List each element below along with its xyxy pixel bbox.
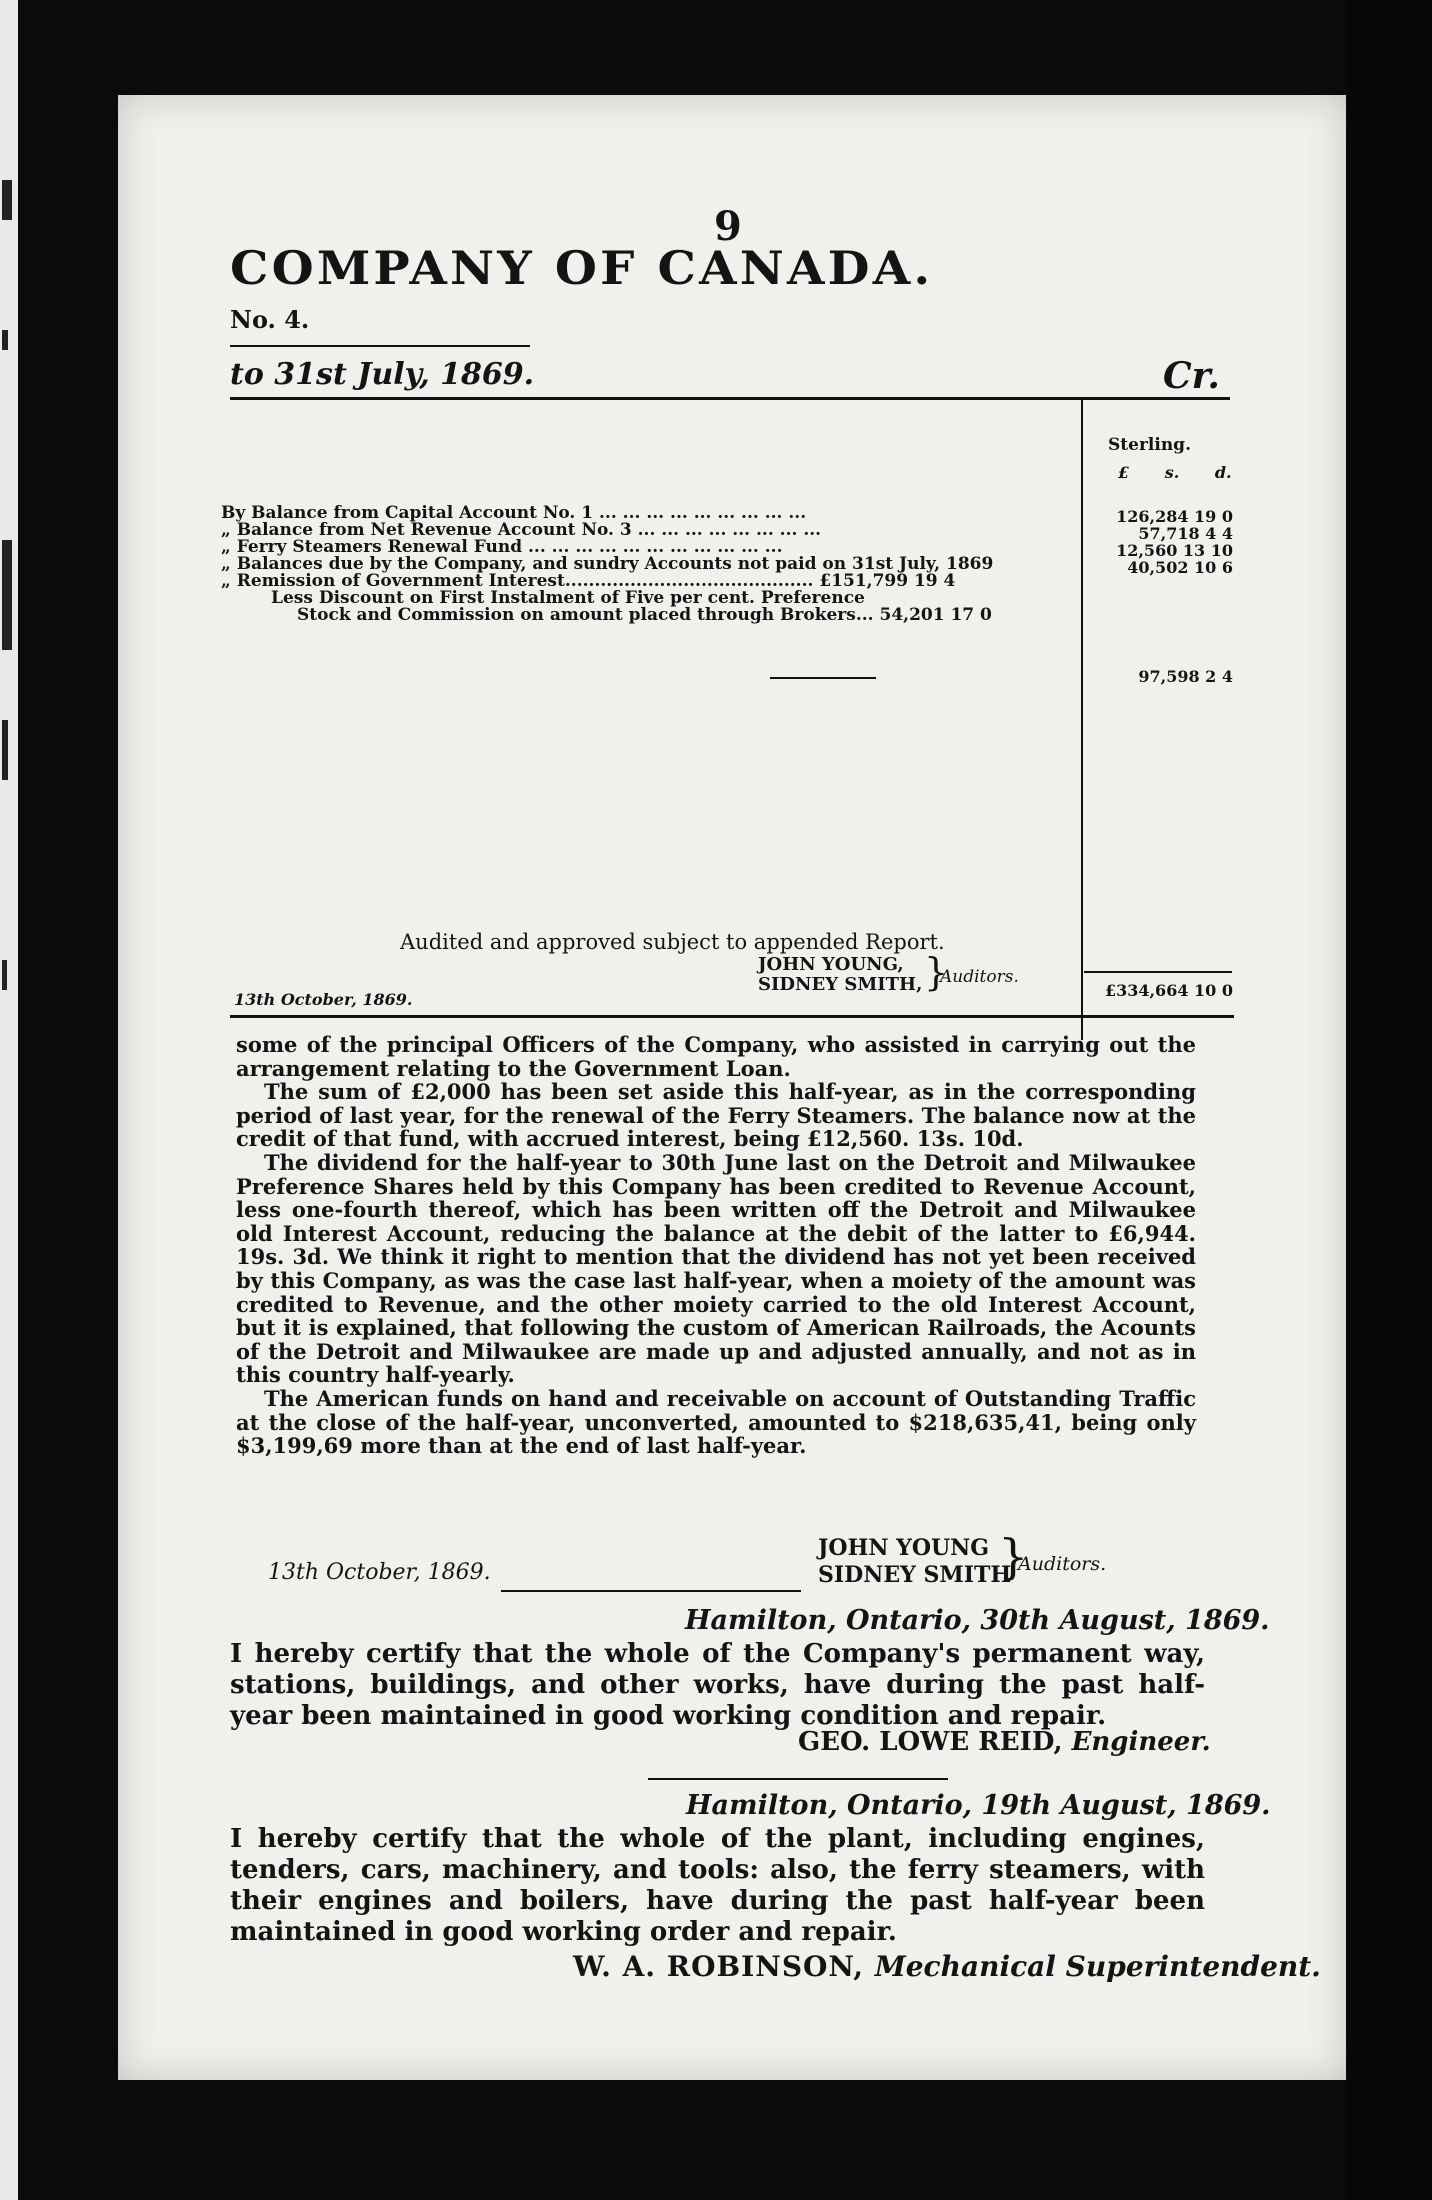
account-number: No. 4. — [230, 305, 310, 334]
column-header-sterling: Sterling. — [1108, 435, 1191, 455]
credit-label: Cr. — [1163, 355, 1220, 397]
document-page — [118, 95, 1346, 2080]
auditors-report — [236, 1033, 1196, 1458]
audit-statement: Audited and approved subject to appended Report. — [400, 930, 945, 954]
signer-name: W. A. ROBINSON, — [573, 1950, 864, 1983]
page-number: 9 — [714, 203, 742, 250]
report-date — [268, 1560, 491, 1585]
signature-rule — [501, 1590, 801, 1592]
brace-glyph: } — [998, 1529, 1029, 1585]
entry-label: „ Balances due by the Company, and sundry Accounts not paid on 31st July, 1869 — [221, 554, 994, 574]
grand-total: £334,664 10 0 — [1104, 981, 1233, 1000]
column-header-units: £ s. d. — [1118, 463, 1232, 482]
report-date-text: 13th October, 1869. — [268, 1560, 491, 1585]
brace-glyph: } — [924, 950, 949, 994]
report-paragraph: The sum of £2,000 has been set aside this half-year, as in the corresponding period of last year, for the renewal of the Ferry Steamers. The balance now at the credit of that fund, with accrued interest, being £12,560. 13s. 10d. — [236, 1079, 1196, 1152]
report-paragraph: The American funds on hand and receivable on account of Outstanding Traffic at the close of the half-year, unconverted, amounted to $218,635,41, being only $3,199,69 more than at the end of last half-year. — [236, 1385, 1196, 1459]
auditor-names — [758, 955, 922, 995]
certificate-place-date: Hamilton, Ontario, 30th August, 1869. — [685, 1605, 1270, 1636]
amount-column-rule — [1081, 400, 1083, 1040]
scanner-background — [1347, 0, 1432, 2200]
entry-label: Stock and Commission on amount placed through Brokers... 54,201 17 0 — [297, 605, 992, 625]
entry-amount: 57,718 4 4 — [1138, 524, 1233, 543]
entry-label: „ Balance from Net Revenue Account No. 3 ... ... ... ... ... ... ... ... — [221, 520, 822, 540]
auditor-name: JOHN YOUNG — [818, 1535, 990, 1561]
entry-amount: 12,560 13 10 — [1116, 541, 1233, 560]
entry-amount: 97,598 2 4 — [1138, 667, 1233, 686]
subtotal-rule — [770, 677, 876, 679]
total-rule — [1084, 971, 1232, 973]
table-top-rule — [230, 397, 1230, 400]
auditors-label: Auditors. — [940, 967, 1019, 987]
auditor-name: SIDNEY SMITH — [818, 1562, 1012, 1588]
divider — [230, 345, 530, 347]
table-bottom-rule — [230, 1015, 1234, 1018]
page-title: COMPANY OF CANADA. — [230, 241, 934, 295]
entry-label: „ Ferry Steamers Renewal Fund ... ... ... ... ... ... ... ... ... ... ... — [221, 537, 783, 557]
signer-title: Mechanical Superintendent. — [874, 1950, 1321, 1983]
report-paragraph: some of the principal Officers of the Company, who assisted in carrying out the arrangement relating to the Government Loan. — [236, 1032, 1196, 1081]
adjacent-page-edge — [0, 0, 18, 2200]
entry-label: Less Discount on First Instalment of Five per cent. Preference — [271, 588, 865, 608]
audit-date: 13th October, 1869. — [234, 990, 413, 1009]
entry-amount: 40,502 10 6 — [1127, 558, 1233, 577]
auditors-label: Auditors. — [1018, 1553, 1107, 1575]
certificate-signature — [798, 1727, 1211, 1757]
certificate-text: I hereby certify that the whole of the Company's permanent way, stations, buildings, and other works, have during the past half-year been maintained in good working condition and repair. — [230, 1639, 1205, 1731]
entry-amount: 126,284 19 0 — [1116, 507, 1233, 526]
certificate-signature — [573, 1950, 1321, 1983]
signer-name: GEO. LOWE REID, — [798, 1727, 1063, 1757]
certificate-text: I hereby certify that the whole of the plant, including engines, tenders, cars, machinery, and tools: also, the ferry steamers, with their engines and boilers, have during the past half-year been maintained in good working order and repair. — [230, 1824, 1205, 1947]
auditor-name: SIDNEY SMITH, — [758, 974, 923, 995]
report-paragraph: The dividend for the half-year to 30th June last on the Detroit and Milwaukee Preference Shares held by this Company has been credited to Revenue Account, less one-fourth thereof, which has been written off the Detroit and Milwaukee old Interest Account, reducing the balance at the debit of the latter to £6,944. 19s. 3d. We think it right to mention that the dividend has not yet been received by this Company, as was the case last half-year, when a moiety of the amount was credited to Revenue, and the other moiety carried to the old Interest Account, but it is explained, that following the custom of American Railroads, the Acounts of the Detroit and Milwaukee are made up and adjusted annually, and not as in this country half-yearly. — [236, 1149, 1196, 1388]
divider — [648, 1778, 948, 1780]
signer-title: Engineer. — [1071, 1727, 1211, 1757]
certificate-place-date: Hamilton, Ontario, 19th August, 1869. — [686, 1790, 1271, 1821]
report-auditor-names — [818, 1535, 1011, 1589]
period-label: to 31st July, 1869. — [230, 357, 535, 392]
entry-label: By Balance from Capital Account No. 1 ... ... ... ... ... ... ... ... ... — [221, 503, 807, 523]
entry-label: „ Remission of Government Interest.......................................... £151,799 19 4 — [221, 571, 956, 591]
auditor-name: JOHN YOUNG, — [758, 954, 904, 975]
